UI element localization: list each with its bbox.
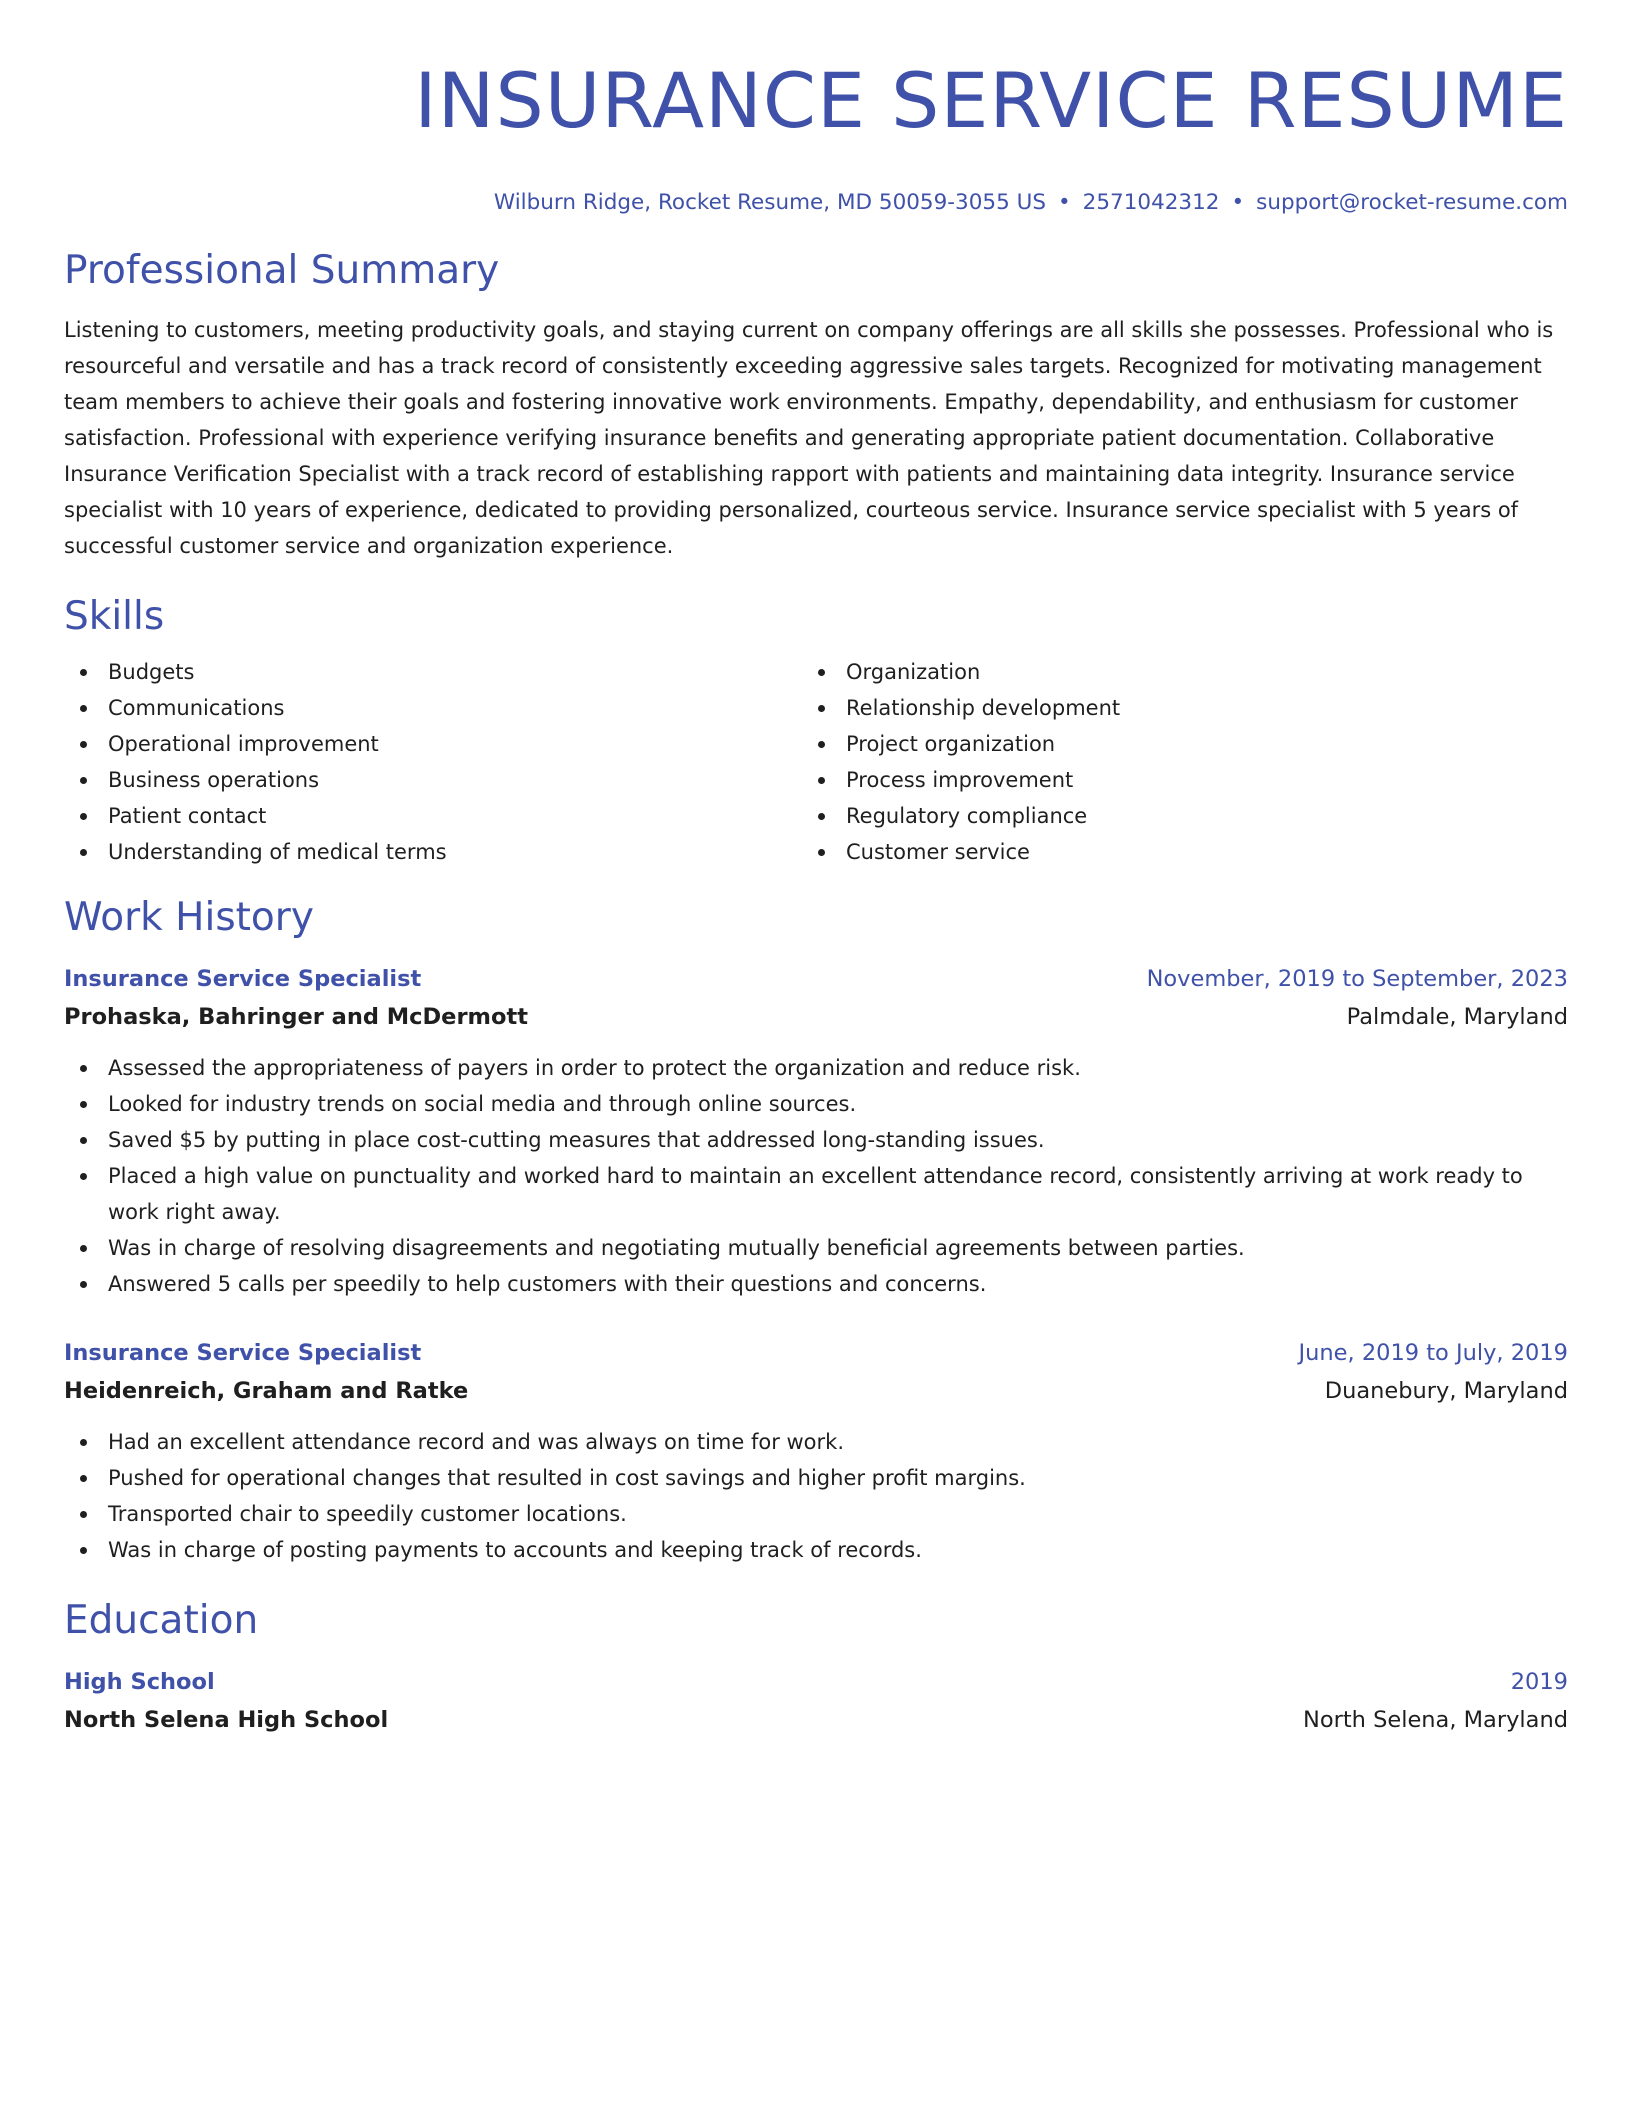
education-location: North Selena, Maryland <box>1302 1707 1568 1733</box>
job-header-row <box>64 960 1568 998</box>
skills-columns <box>64 654 1568 870</box>
skill-item: Project organization <box>802 726 1502 762</box>
skill-item: Regulatory compliance <box>802 798 1502 834</box>
education-school: North Selena High School <box>64 1707 389 1733</box>
skill-item: Patient contact <box>64 798 802 834</box>
skill-item: Business operations <box>64 762 802 798</box>
job-duties-list <box>64 1424 1568 1568</box>
job-title: Insurance Service Specialist <box>64 1340 422 1366</box>
skill-item: Process improvement <box>802 762 1502 798</box>
job-duty-item: Looked for industry trends on social media and through online sources. <box>64 1086 1568 1122</box>
job-duty-item: Transported chair to speedily customer locations. <box>64 1496 1568 1532</box>
contact-line <box>64 188 1568 218</box>
job-duty-item: Answered 5 calls per speedily to help customers with their questions and concerns. <box>64 1266 1568 1302</box>
skill-item: Organization <box>802 654 1502 690</box>
job-duty-item: Pushed for operational changes that resulted in cost savings and higher profit margins. <box>64 1460 1568 1496</box>
job-dates: June, 2019 to July, 2019 <box>1298 1340 1568 1366</box>
education-entry <box>64 1663 1568 1739</box>
job-duty-item: Placed a high value on punctuality and worked hard to maintain an excellent attendance record, consistently arriving at work ready to work right away. <box>64 1158 1568 1230</box>
summary-text: Listening to customers, meeting productivity goals, and staying current on company offerings are all skills she possesses. Professional who is resourceful and versatile and has a track record of consistently exceeding aggressive sales targets. Recognized for motivating management team members to achieve their goals and fostering innovative work environments. Empathy, dependability, and enthusiasm for customer satisfaction. Professional with experience verifying insurance benefits and generating appropriate patient documentation. Collaborative Insurance Verification Specialist with a track record of establishing rapport with patients and maintaining data integrity. Insurance service specialist with 10 years of experience, dedicated to providing personalized, courteous service. Insurance service specialist with 5 years of successful customer service and organization experience. <box>64 318 1554 558</box>
job-title: Insurance Service Specialist <box>64 966 422 992</box>
job-duty-item: Was in charge of posting payments to accounts and keeping track of records. <box>64 1532 1568 1568</box>
education-school-row <box>64 1701 1568 1739</box>
skill-item: Relationship development <box>802 690 1502 726</box>
education-year: 2019 <box>1510 1669 1568 1695</box>
section-title-summary: Professional Summary <box>64 248 500 293</box>
section-title-education: Education <box>64 1598 259 1643</box>
skill-item: Customer service <box>802 834 1502 870</box>
job-company-row <box>64 1372 1568 1410</box>
skills-list-left <box>64 654 802 870</box>
separator-dot: • <box>1057 190 1071 215</box>
education-degree: High School <box>64 1669 215 1695</box>
skill-item: Communications <box>64 690 802 726</box>
separator-dot: • <box>1231 190 1245 215</box>
contact-email: support@rocket-resume.com <box>1256 190 1568 215</box>
job-duty-item: Was in charge of resolving disagreements and negotiating mutually beneficial agreements between parties. <box>64 1230 1568 1266</box>
section-title-skills: Skills <box>64 594 165 639</box>
section-title-work-history: Work History <box>64 895 314 940</box>
job-duty-item: Assessed the appropriateness of payers in order to protect the organization and reduce risk. <box>64 1050 1568 1086</box>
skills-list-right <box>802 654 1502 870</box>
job-duties-list <box>64 1050 1568 1302</box>
job-company: Heidenreich, Graham and Ratke <box>64 1378 469 1404</box>
job-duty-item: Had an excellent attendance record and was always on time for work. <box>64 1424 1568 1460</box>
resume-header <box>64 50 1568 218</box>
job-company: Prohaska, Bahringer and McDermott <box>64 1004 528 1030</box>
contact-address: Wilburn Ridge, Rocket Resume, MD 50059-3055 US <box>493 190 1046 215</box>
job-dates: November, 2019 to September, 2023 <box>1146 966 1568 992</box>
skill-item: Understanding of medical terms <box>64 834 802 870</box>
job-company-row <box>64 998 1568 1036</box>
job-header-row <box>64 1334 1568 1372</box>
job-location: Palmdale, Maryland <box>1346 1004 1568 1030</box>
education-header-row <box>64 1663 1568 1701</box>
job-entry <box>64 960 1568 1302</box>
skill-item: Operational improvement <box>64 726 802 762</box>
job-duty-item: Saved $5 by putting in place cost-cutting measures that addressed long-standing issues. <box>64 1122 1568 1158</box>
resume-title: INSURANCE SERVICE RESUME <box>414 56 1568 145</box>
job-location: Duanebury, Maryland <box>1324 1378 1568 1404</box>
job-entry <box>64 1334 1568 1568</box>
skill-item: Budgets <box>64 654 802 690</box>
contact-phone: 2571042312 <box>1082 190 1220 215</box>
